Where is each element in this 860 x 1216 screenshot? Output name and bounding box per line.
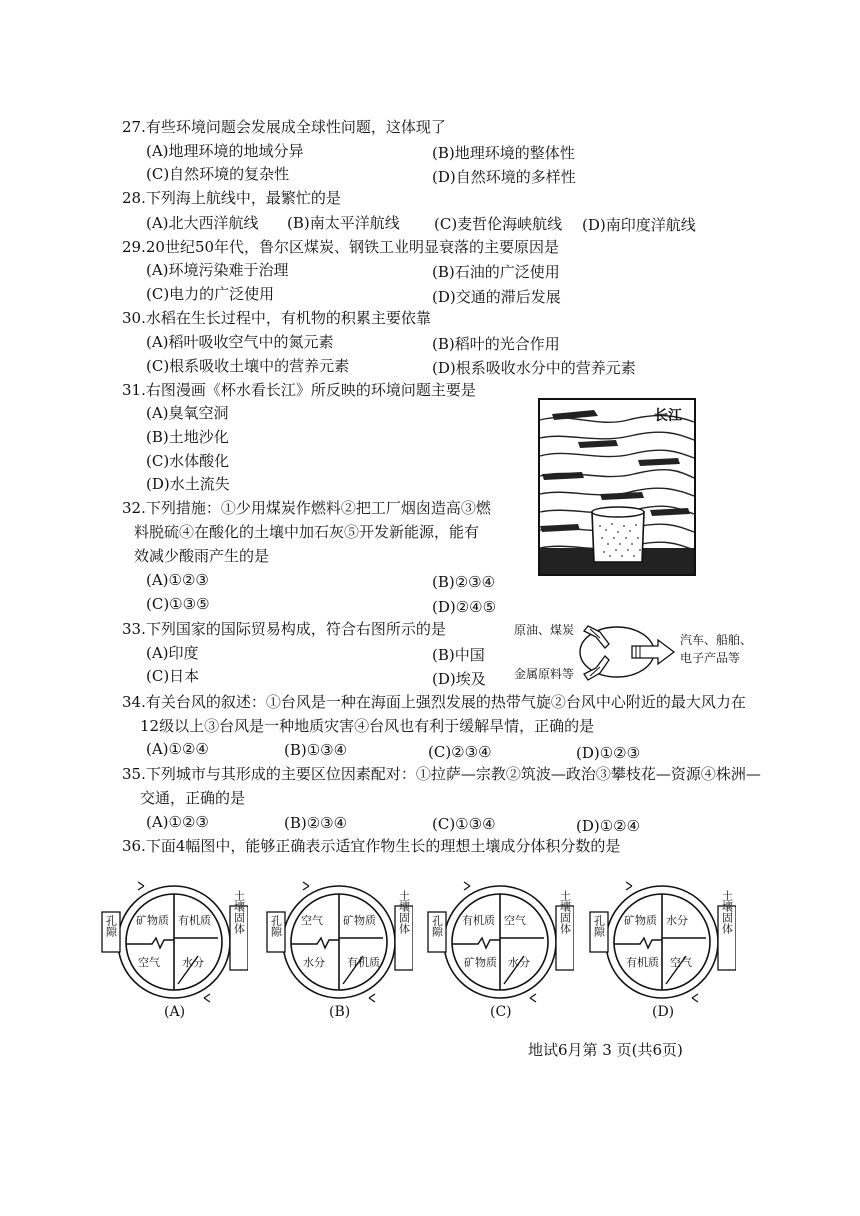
q32-option-b: (B)②③④: [432, 573, 496, 591]
q34-stem-line2: 12级以上③台风是一种地质灾害④台风也有利于缓解旱情，正确的是: [140, 717, 595, 735]
q34-option-d: (D)①②③: [576, 744, 641, 762]
soil-lower-left-label: 有机质: [626, 956, 659, 969]
q30-option-b: (B)稻叶的光合作用: [432, 335, 560, 353]
q28-option-b: (B)南太平洋航线: [287, 214, 400, 232]
q33-import-top-label: 原油、煤炭: [514, 623, 575, 637]
q31-figure-label: 长江: [654, 408, 682, 424]
q31-option-c: (C)水体酸化: [146, 452, 230, 470]
q29-option-d: (D)交通的滞后发展: [432, 288, 561, 306]
q30-option-d: (D)根系吸收水分中的营养元素: [432, 359, 636, 377]
q33-stem: 33.下列国家的国际贸易构成，符合右图所示的是: [122, 620, 446, 638]
soil-solid-side-label: 土壤固体: [397, 890, 411, 934]
q33-import-bottom-label: 金属原料等: [514, 667, 575, 681]
q31-cartoon-figure: [538, 398, 696, 576]
q32-stem-line3: 效减少酸雨产生的是: [134, 547, 270, 565]
q33-option-a: (A)印度: [146, 644, 199, 662]
q34-option-c: (C)②③④: [428, 743, 492, 761]
q33-option-d: (D)埃及: [432, 670, 486, 688]
q27-option-d: (D)自然环境的多样性: [432, 168, 576, 186]
q32-option-d: (D)②④⑤: [432, 598, 497, 616]
soil-upper-right-label: 有机质: [178, 914, 211, 927]
soil-solid-side-label: 土壤固体: [720, 890, 734, 934]
q28-stem: 28.下列海上航线中，最繁忙的是: [122, 189, 341, 207]
q32-stem-line2: 料脱硫④在酸化的土壤中加石灰⑤开发新能源，能有: [134, 523, 480, 541]
q35-option-a: (A)①②③: [146, 813, 209, 831]
soil-solid-side-label: 土壤固体: [558, 890, 572, 934]
q32-option-a: (A)①②③: [146, 571, 209, 589]
q31-option-b: (B)土地沙化: [146, 428, 229, 446]
q32-option-c: (C)①③⑤: [146, 595, 210, 613]
q29-stem: 29.20世纪50年代，鲁尔区煤炭、钢铁工业明显衰落的主要原因是: [122, 238, 560, 256]
q30-stem: 30.水稻在生长过程中，有机物的积累主要依靠: [122, 309, 431, 327]
page-footer: 地试6月第 3 页(共6页): [528, 1041, 683, 1059]
soil-pore-side-label: 孔隙: [269, 915, 283, 937]
soil-lower-right-label: 空气: [670, 956, 692, 969]
soil-diagram-caption: (D): [652, 1004, 675, 1020]
q28-option-d: (D)南印度洋航线: [582, 216, 696, 234]
q28-option-c: (C)麦哲伦海峡航线: [434, 215, 563, 233]
q27-option-b: (B)地理环境的整体性: [432, 144, 575, 162]
q27-option-a: (A)地理环境的地域分异: [146, 142, 304, 160]
q35-stem-line1: 35.下列城市与其形成的主要区位因素配对：①拉萨—宗教②筑波—政治③攀枝花—资源④株洲—: [122, 765, 761, 783]
q29-option-a: (A)环境污染难于治理: [146, 261, 289, 279]
soil-upper-right-label: 水分: [666, 914, 688, 927]
soil-pore-side-label: 孔隙: [430, 915, 444, 937]
q34-option-a: (A)①②④: [146, 740, 209, 758]
q33-export-label-line2: 电子产品等: [680, 651, 741, 665]
soil-diagram-caption: (B): [329, 1004, 351, 1020]
soil-lower-right-label: 水分: [508, 956, 530, 969]
q28-option-a: (A)北大西洋航线: [146, 214, 259, 232]
q33-option-b: (B)中国: [432, 646, 485, 664]
soil-pore-side-label: 孔隙: [592, 915, 606, 937]
soil-pore-side-label: 孔隙: [104, 915, 118, 937]
soil-diagram-caption: (C): [490, 1004, 512, 1020]
q36-stem: 36.下面4幅图中，能够正确表示适宜作物生长的理想土壤成分体积分数的是: [122, 837, 621, 855]
q33-option-c: (C)日本: [146, 667, 200, 685]
soil-lower-right-label: 水分: [182, 956, 204, 969]
soil-lower-left-label: 空气: [138, 956, 160, 969]
soil-lower-left-label: 水分: [303, 956, 325, 969]
q32-stem-line1: 32.下列措施：①少用煤炭作燃料②把工厂烟囱造高③燃: [122, 499, 491, 517]
q31-option-a: (A)臭氧空洞: [146, 404, 229, 422]
soil-lower-left-label: 矿物质: [464, 956, 497, 969]
q27-option-c: (C)自然环境的复杂性: [146, 165, 290, 183]
soil-solid-side-label: 土壤固体: [232, 890, 246, 934]
soil-upper-left-label: 矿物质: [624, 914, 657, 927]
soil-upper-left-label: 空气: [301, 914, 323, 927]
q33-trade-diagram: [512, 618, 762, 686]
q35-stem-line2: 交通，正确的是: [140, 789, 246, 807]
q34-option-b: (B)①③④: [284, 741, 348, 759]
q27-stem: 27.有些环境问题会发展成全球性问题，这体现了: [122, 118, 446, 136]
q29-option-b: (B)石油的广泛使用: [432, 263, 560, 281]
soil-diagram-caption: (A): [164, 1004, 186, 1020]
q29-option-c: (C)电力的广泛使用: [146, 285, 275, 303]
q31-option-d: (D)水土流失: [146, 475, 230, 493]
q35-option-d: (D)①②④: [576, 817, 641, 835]
q33-export-label-line1: 汽车、船舶、: [680, 633, 753, 647]
soil-upper-left-label: 有机质: [462, 914, 495, 927]
soil-upper-right-label: 空气: [504, 914, 526, 927]
q31-stem: 31.右图漫画《杯水看长江》所反映的环境问题主要是: [122, 381, 476, 399]
water-glass: [592, 507, 644, 562]
q35-option-b: (B)②③④: [284, 814, 348, 832]
q30-option-c: (C)根系吸收土壤中的营养元素: [146, 357, 350, 375]
soil-lower-right-label: 有机质: [347, 956, 380, 969]
q35-option-c: (C)①③④: [432, 815, 496, 833]
q34-stem-line1: 34.有关台风的叙述：①台风是一种在海面上强烈发展的热带气旋②台风中心附近的最大风力在: [122, 693, 746, 711]
soil-upper-left-label: 矿物质: [136, 914, 169, 927]
q30-option-a: (A)稻叶吸收空气中的氮元素: [146, 333, 334, 351]
soil-upper-right-label: 矿物质: [343, 914, 376, 927]
